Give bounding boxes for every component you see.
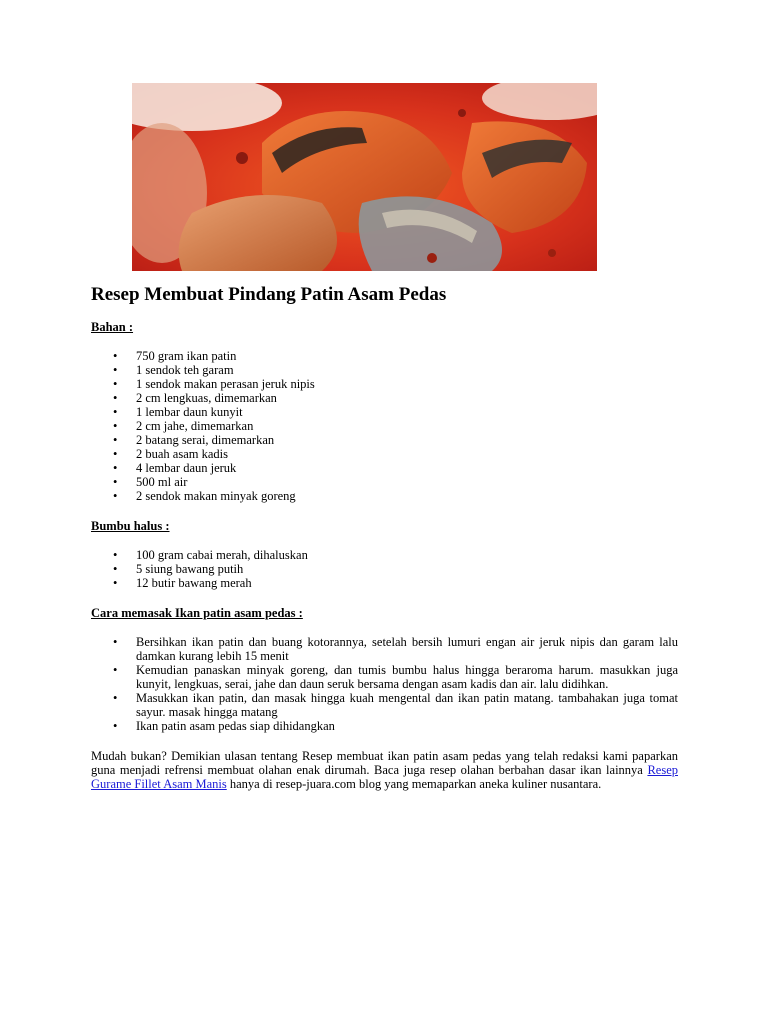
- closing-text-before: Mudah bukan? Demikian ulasan tentang Resep membuat ikan patin asam pedas yang telah redaksi kami paparkan guna menjadi refrensi membuat olahan enak dirumah. Baca juga resep olahan berbahan dasar ikan lainnya: [91, 749, 678, 777]
- list-item: • 1 lembar daun kunyit: [91, 405, 678, 419]
- list-item: • 100 gram cabai merah, dihaluskan: [91, 548, 678, 562]
- dish-photo-illustration: [132, 83, 597, 271]
- list-item: • Bersihkan ikan patin dan buang kotorannya, setelah bersih lumuri engan air jeruk nipis dan garam lalu damkan kurang lebih 15 menit: [91, 635, 678, 663]
- bumbu-list: [91, 548, 678, 590]
- dish-photo: [132, 83, 597, 271]
- list-item: • Ikan patin asam pedas siap dihidangkan: [91, 719, 678, 733]
- cara-heading: Cara memasak Ikan patin asam pedas :: [91, 606, 303, 620]
- page-title: Resep Membuat Pindang Patin Asam Pedas: [91, 284, 447, 305]
- closing-text-after: hanya di resep-juara.com blog yang memaparkan aneka kuliner nusantara.: [226, 777, 602, 791]
- list-item: • 5 siung bawang putih: [91, 562, 678, 576]
- list-item: • 2 cm jahe, dimemarkan: [91, 419, 678, 433]
- list-item: • 1 sendok makan perasan jeruk nipis: [91, 377, 678, 391]
- article: [91, 283, 678, 791]
- list-item: • 2 cm lengkuas, dimemarkan: [91, 391, 678, 405]
- list-item: • 4 lembar daun jeruk: [91, 461, 678, 475]
- bahan-list: [91, 349, 678, 503]
- related-recipe-link[interactable]: Resep Gurame Fillet Asam Manis: [91, 763, 678, 791]
- list-item: • Kemudian panaskan minyak goreng, dan tumis bumbu halus hingga beraroma harum. masukkan juga kunyit, lengkuas, serai, jahe dan daun seruk bersama dengan asam kadis dan air. lalu didihkan.: [91, 663, 678, 691]
- bumbu-heading: Bumbu halus :: [91, 519, 170, 533]
- bahan-heading: Bahan :: [91, 320, 134, 334]
- list-item: • 2 batang serai, dimemarkan: [91, 433, 678, 447]
- list-item: • 2 buah asam kadis: [91, 447, 678, 461]
- list-item: • 12 butir bawang merah: [91, 576, 678, 590]
- list-item: • 2 sendok makan minyak goreng: [91, 489, 678, 503]
- cara-list: [91, 635, 678, 733]
- list-item: • 500 ml air: [91, 475, 678, 489]
- closing-paragraph: [91, 749, 678, 791]
- list-item: • Masukkan ikan patin, dan masak hingga kuah mengental dan ikan patin matang. tambahakan juga tomat sayur. masak hingga matang: [91, 691, 678, 719]
- list-item: • 1 sendok teh garam: [91, 363, 678, 377]
- list-item: • 750 gram ikan patin: [91, 349, 678, 363]
